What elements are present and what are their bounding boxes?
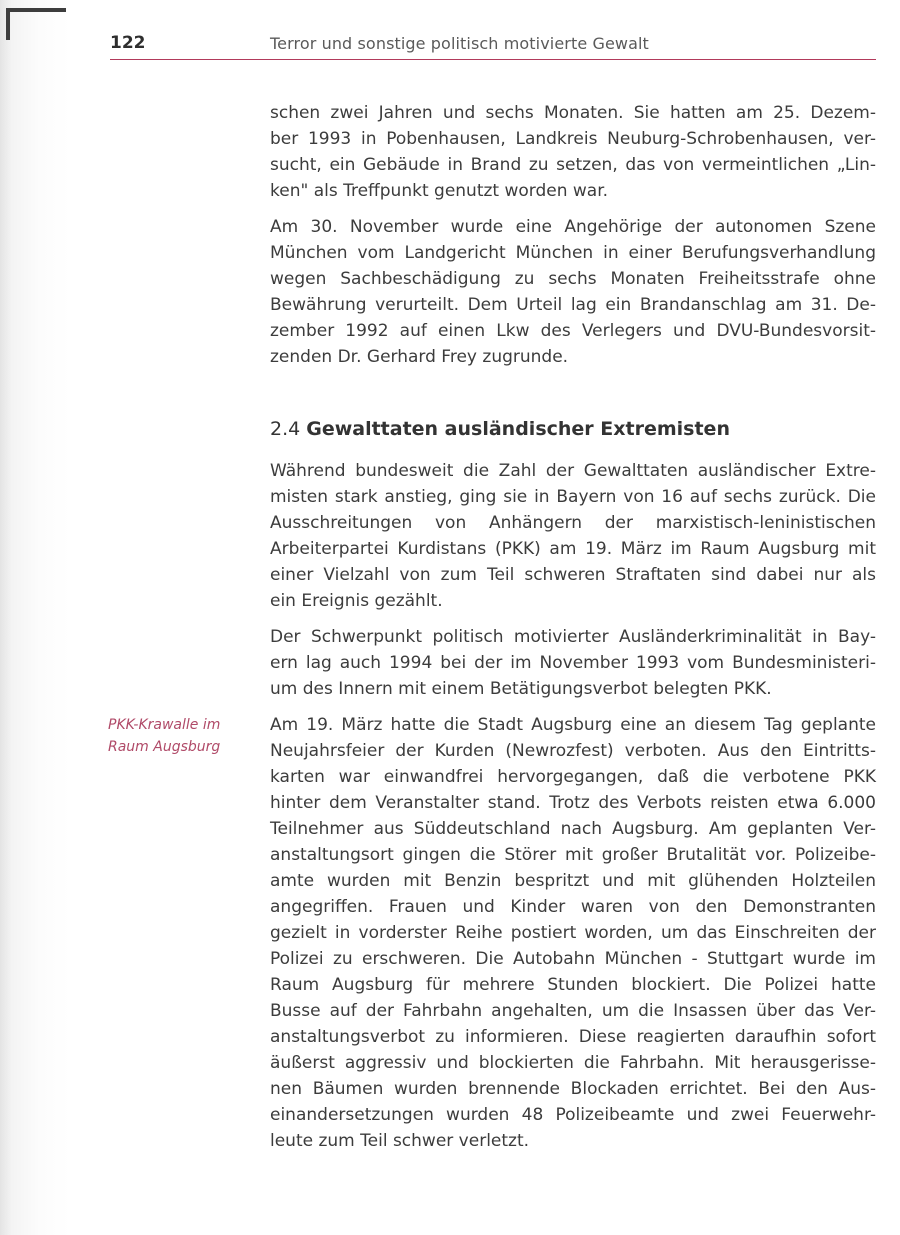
text-line: Neujahrsfeier der Kurden (Newrozfest) verboten. Aus den Eintritts- (270, 741, 876, 761)
text-line: anstaltungsverbot zu informieren. Diese reagierten daraufhin sofort (270, 1027, 876, 1047)
text-line: zenden Dr. Gerhard Frey zugrunde. (270, 347, 569, 367)
text-line: Am 19. März hatte die Stadt Augsburg eine an diesem Tag geplante (270, 715, 876, 735)
text-line: Arbeiterpartei Kurdistans (PKK) am 19. März im Raum Augsburg mit (270, 539, 876, 559)
text-line: Der Schwerpunkt politisch motivierter Ausländerkriminalität in Bay- (270, 627, 876, 647)
text-line: ken" als Treffpunkt genutzt worden war. (270, 181, 609, 201)
paragraph-1 (270, 100, 876, 204)
paragraph-text (270, 458, 876, 614)
section-paragraph-3 (270, 712, 876, 1154)
text-line: Polizei zu erschweren. Die Autobahn München - Stuttgart wurde im (270, 949, 876, 969)
running-title: Terror und sonstige politisch motivierte Gewalt (270, 34, 649, 53)
text-line: karten war einwandfrei hervorgegangen, daß die verbotene PKK (270, 767, 876, 787)
text-line: äußerst aggressiv und blockierten die Fahrbahn. Mit herausgerisse- (270, 1053, 876, 1073)
text-line: Busse auf der Fahrbahn angehalten, um die Insassen über das Ver- (270, 1001, 876, 1021)
text-line: Ausschreitungen von Anhängern der marxistisch-leninistischen (270, 513, 876, 533)
text-line: leute zum Teil schwer verletzt. (270, 1131, 530, 1151)
text-line: Am 30. November wurde eine Angehörige der autonomen Szene (270, 217, 876, 237)
margin-note-line: Raum Augsburg (108, 739, 221, 755)
text-line: misten stark anstieg, ging sie in Bayern von 16 auf sechs zurück. Die (270, 487, 876, 507)
section-title: Gewalttaten ausländischer Extremisten (306, 418, 730, 440)
text-line: einer Vielzahl von zum Teil schweren Straftaten sind dabei nur als (270, 565, 876, 585)
paragraph-text (270, 712, 876, 1154)
text-line: einandersetzungen wurden 48 Polizeibeamte und zwei Feuerwehr- (270, 1105, 876, 1125)
text-line: sucht, ein Gebäude in Brand zu setzen, das von vermeintlichen „Lin- (270, 155, 876, 175)
paragraph-text (270, 100, 876, 204)
text-line: Teilnehmer aus Süddeutschland nach Augsburg. Am geplanten Ver- (270, 819, 876, 839)
section-paragraph-2 (270, 624, 876, 702)
text-line: hinter dem Veranstalter stand. Trotz des Verbots reisten etwa 6.000 (270, 793, 876, 813)
crop-mark (6, 8, 66, 12)
text-line: nen Bäumen wurden brennende Blockaden errichtet. Bei den Aus- (270, 1079, 876, 1099)
paragraph-2 (270, 214, 876, 370)
text-line: Bewährung verurteilt. Dem Urteil lag ein Brandanschlag am 31. De- (270, 295, 876, 315)
text-line: Während bundesweit die Zahl der Gewalttaten ausländischer Extre- (270, 461, 876, 481)
margin-note (108, 714, 248, 758)
text-line: ein Ereignis gezählt. (270, 591, 443, 611)
paragraph-text (270, 624, 876, 702)
text-line: wegen Sachbeschädigung zu sechs Monaten Freiheitsstrafe ohne (270, 269, 876, 289)
section-number: 2.4 (270, 418, 301, 440)
text-line: schen zwei Jahren und sechs Monaten. Sie hatten am 25. Dezem- (270, 103, 876, 123)
text-line: amte wurden mit Benzin bespritzt und mit glühenden Holzteilen (270, 871, 876, 891)
page-edge-shadow (0, 0, 70, 1235)
margin-note-line: PKK-Krawalle im (108, 717, 221, 733)
text-line: anstaltungsort gingen die Störer mit großer Brutalität vor. Polizeibe- (270, 845, 876, 865)
section-heading (270, 418, 730, 440)
text-line: ern lag auch 1994 bei der im November 1993 vom Bundesministeri- (270, 653, 876, 673)
text-line: um des Innern mit einem Betätigungsverbot belegten PKK. (270, 679, 772, 699)
text-line: ber 1993 in Pobenhausen, Landkreis Neuburg-Schrobenhausen, ver- (270, 129, 876, 149)
text-line: zember 1992 auf einen Lkw des Verlegers und DVU-Bundesvorsit- (270, 321, 876, 341)
crop-mark-vertical (6, 8, 10, 40)
paragraph-text (270, 214, 876, 370)
text-line: gezielt in vorderster Reihe postiert worden, um das Einschreiten der (270, 923, 876, 943)
text-line: Raum Augsburg für mehrere Stunden blockiert. Die Polizei hatte (270, 975, 876, 995)
text-line: München vom Landgericht München in einer Berufungsverhandlung (270, 243, 876, 263)
section-paragraph-1 (270, 458, 876, 614)
page-number: 122 (110, 33, 146, 53)
running-header (110, 31, 876, 60)
text-line: angegriffen. Frauen und Kinder waren von den Demonstranten (270, 897, 876, 917)
